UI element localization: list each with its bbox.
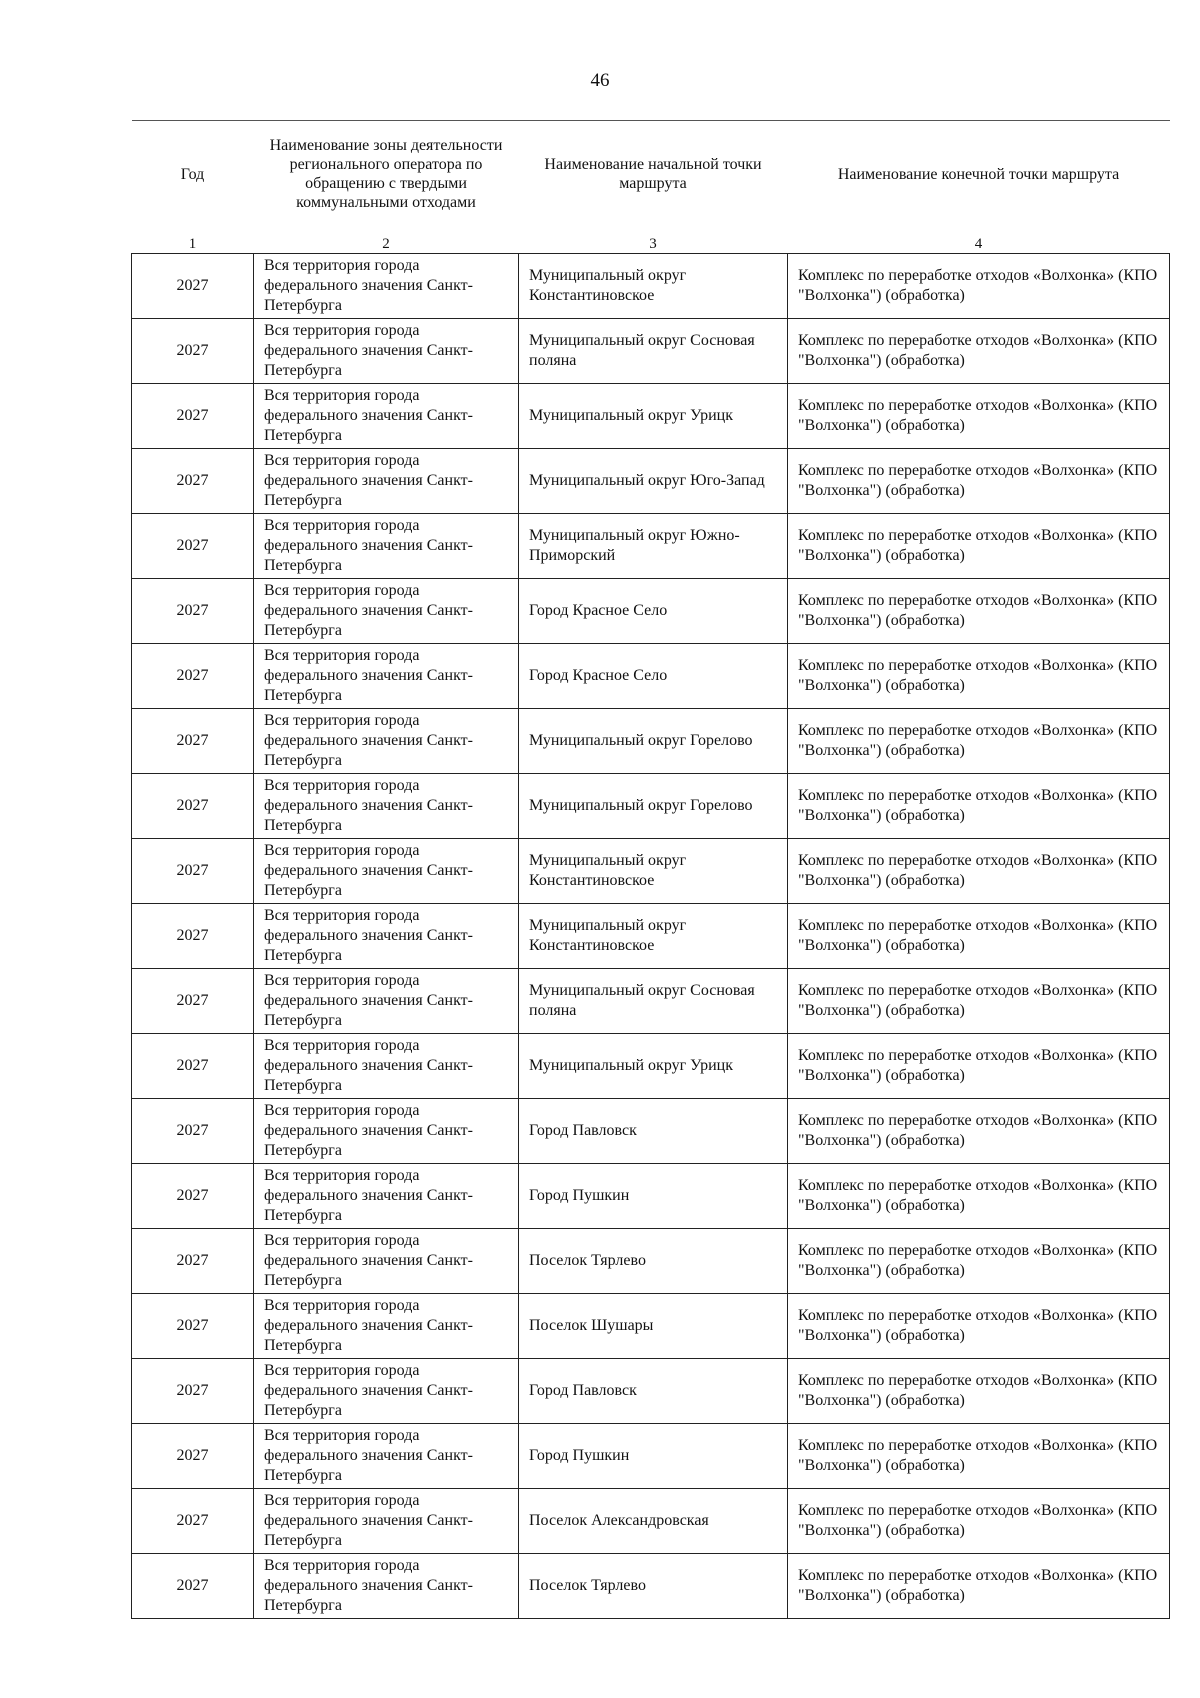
- year-cell: 2027: [132, 839, 254, 904]
- start-point-cell: Город Пушкин: [519, 1424, 788, 1489]
- start-point-cell: Город Павловск: [519, 1359, 788, 1424]
- table-body: [132, 254, 1170, 1619]
- zone-cell: Вся территория города федерального значения Санкт-Петербурга: [254, 384, 519, 449]
- start-point-cell: Город Пушкин: [519, 1164, 788, 1229]
- zone-cell: Вся территория города федерального значения Санкт-Петербурга: [254, 1034, 519, 1099]
- end-point-cell: Комплекс по переработке отходов «Волхонка» (КПО "Волхонка") (обработка): [788, 774, 1170, 839]
- start-point-cell: Город Красное Село: [519, 644, 788, 709]
- end-point-cell: Комплекс по переработке отходов «Волхонка» (КПО "Волхонка") (обработка): [788, 579, 1170, 644]
- year-cell: 2027: [132, 579, 254, 644]
- zone-cell: Вся территория города федерального значения Санкт-Петербурга: [254, 514, 519, 579]
- table-row: [132, 969, 1170, 1034]
- table-row: [132, 1359, 1170, 1424]
- header-end-point: Наименование конечной точки маршрута: [788, 121, 1170, 228]
- year-cell: 2027: [132, 709, 254, 774]
- zone-cell: Вся территория города федерального значения Санкт-Петербурга: [254, 1229, 519, 1294]
- end-point-cell: Комплекс по переработке отходов «Волхонка» (КПО "Волхонка") (обработка): [788, 1489, 1170, 1554]
- page-number: 46: [590, 70, 610, 91]
- end-point-cell: Комплекс по переработке отходов «Волхонка» (КПО "Волхонка") (обработка): [788, 1554, 1170, 1619]
- end-point-cell: Комплекс по переработке отходов «Волхонка» (КПО "Волхонка") (обработка): [788, 969, 1170, 1034]
- year-cell: 2027: [132, 1424, 254, 1489]
- zone-cell: Вся территория города федерального значения Санкт-Петербурга: [254, 1554, 519, 1619]
- start-point-cell: Муниципальный округ Горелово: [519, 709, 788, 774]
- table-row: [132, 1229, 1170, 1294]
- end-point-cell: Комплекс по переработке отходов «Волхонка» (КПО "Волхонка") (обработка): [788, 1424, 1170, 1489]
- header-start-point: Наименование начальной точки маршрута: [519, 121, 788, 228]
- column-number: 1: [188, 236, 197, 252]
- start-point-cell: Муниципальный округ Константиновское: [519, 839, 788, 904]
- end-point-cell: Комплекс по переработке отходов «Волхонка» (КПО "Волхонка") (обработка): [788, 839, 1170, 904]
- end-point-cell: Комплекс по переработке отходов «Волхонка» (КПО "Волхонка") (обработка): [788, 709, 1170, 774]
- end-point-cell: Комплекс по переработке отходов «Волхонка» (КПО "Волхонка") (обработка): [788, 384, 1170, 449]
- table-row: [132, 644, 1170, 709]
- table-row: [132, 1099, 1170, 1164]
- start-point-cell: Муниципальный округ Юго-Запад: [519, 449, 788, 514]
- zone-cell: Вся территория города федерального значения Санкт-Петербурга: [254, 449, 519, 514]
- start-point-cell: Поселок Шушары: [519, 1294, 788, 1359]
- end-point-cell: Комплекс по переработке отходов «Волхонка» (КПО "Волхонка") (обработка): [788, 644, 1170, 709]
- table-row: [132, 839, 1170, 904]
- end-point-cell: Комплекс по переработке отходов «Волхонка» (КПО "Волхонка") (обработка): [788, 1359, 1170, 1424]
- header-zone: Наименование зоны деятельности регионального оператора по обращению с твердыми коммунальными отходами: [254, 121, 519, 228]
- year-cell: 2027: [132, 319, 254, 384]
- zone-cell: Вся территория города федерального значения Санкт-Петербурга: [254, 1294, 519, 1359]
- table-row: [132, 319, 1170, 384]
- year-cell: 2027: [132, 449, 254, 514]
- table-row: [132, 254, 1170, 319]
- year-cell: 2027: [132, 254, 254, 319]
- year-cell: 2027: [132, 384, 254, 449]
- start-point-cell: Муниципальный округ Горелово: [519, 774, 788, 839]
- header-row: [132, 121, 1170, 228]
- year-cell: 2027: [132, 904, 254, 969]
- zone-cell: Вся территория города федерального значения Санкт-Петербурга: [254, 1489, 519, 1554]
- start-point-cell: Поселок Александровская: [519, 1489, 788, 1554]
- start-point-cell: Муниципальный округ Сосновая поляна: [519, 969, 788, 1034]
- zone-cell: Вся территория города федерального значения Санкт-Петербурга: [254, 969, 519, 1034]
- column-number-row: [132, 227, 1170, 254]
- table-row: [132, 1489, 1170, 1554]
- year-cell: 2027: [132, 1359, 254, 1424]
- table-row: [132, 384, 1170, 449]
- column-number: 4: [974, 236, 983, 252]
- end-point-cell: Комплекс по переработке отходов «Волхонка» (КПО "Волхонка") (обработка): [788, 1099, 1170, 1164]
- end-point-cell: Комплекс по переработке отходов «Волхонка» (КПО "Волхонка") (обработка): [788, 1294, 1170, 1359]
- table-row: [132, 709, 1170, 774]
- year-cell: 2027: [132, 1164, 254, 1229]
- end-point-cell: Комплекс по переработке отходов «Волхонка» (КПО "Волхонка") (обработка): [788, 1034, 1170, 1099]
- start-point-cell: Город Красное Село: [519, 579, 788, 644]
- year-cell: 2027: [132, 969, 254, 1034]
- end-point-cell: Комплекс по переработке отходов «Волхонка» (КПО "Волхонка") (обработка): [788, 1229, 1170, 1294]
- start-point-cell: Муниципальный округ Константиновское: [519, 254, 788, 319]
- zone-cell: Вся территория города федерального значения Санкт-Петербурга: [254, 904, 519, 969]
- zone-cell: Вся территория города федерального значения Санкт-Петербурга: [254, 709, 519, 774]
- zone-cell: Вся территория города федерального значения Санкт-Петербурга: [254, 1164, 519, 1229]
- table-row: [132, 1424, 1170, 1489]
- table-row: [132, 514, 1170, 579]
- year-cell: 2027: [132, 1554, 254, 1619]
- table-row: [132, 449, 1170, 514]
- year-cell: 2027: [132, 774, 254, 839]
- table-row: [132, 1034, 1170, 1099]
- year-cell: 2027: [132, 1034, 254, 1099]
- end-point-cell: Комплекс по переработке отходов «Волхонка» (КПО "Волхонка") (обработка): [788, 254, 1170, 319]
- column-number: 3: [649, 236, 657, 252]
- start-point-cell: Город Павловск: [519, 1099, 788, 1164]
- table-row: [132, 579, 1170, 644]
- end-point-cell: Комплекс по переработке отходов «Волхонка» (КПО "Волхонка") (обработка): [788, 514, 1170, 579]
- table-header: [132, 121, 1170, 254]
- end-point-cell: Комплекс по переработке отходов «Волхонка» (КПО "Волхонка") (обработка): [788, 449, 1170, 514]
- year-cell: 2027: [132, 1294, 254, 1359]
- table-row: [132, 1164, 1170, 1229]
- end-point-cell: Комплекс по переработке отходов «Волхонка» (КПО "Волхонка") (обработка): [788, 904, 1170, 969]
- year-cell: 2027: [132, 1229, 254, 1294]
- zone-cell: Вся территория города федерального значения Санкт-Петербурга: [254, 254, 519, 319]
- end-point-cell: Комплекс по переработке отходов «Волхонка» (КПО "Волхонка") (обработка): [788, 1164, 1170, 1229]
- zone-cell: Вся территория города федерального значения Санкт-Петербурга: [254, 1424, 519, 1489]
- routes-table: [131, 120, 1170, 1619]
- table-row: [132, 904, 1170, 969]
- zone-cell: Вся территория города федерального значения Санкт-Петербурга: [254, 644, 519, 709]
- column-number: 2: [382, 236, 390, 252]
- start-point-cell: Муниципальный округ Сосновая поляна: [519, 319, 788, 384]
- year-cell: 2027: [132, 514, 254, 579]
- zone-cell: Вся территория города федерального значения Санкт-Петербурга: [254, 774, 519, 839]
- year-cell: 2027: [132, 1099, 254, 1164]
- zone-cell: Вся территория города федерального значения Санкт-Петербурга: [254, 839, 519, 904]
- zone-cell: Вся территория города федерального значения Санкт-Петербурга: [254, 1359, 519, 1424]
- start-point-cell: Поселок Тярлево: [519, 1554, 788, 1619]
- table-row: [132, 1554, 1170, 1619]
- start-point-cell: Поселок Тярлево: [519, 1229, 788, 1294]
- start-point-cell: Муниципальный округ Южно-Приморский: [519, 514, 788, 579]
- table-row: [132, 1294, 1170, 1359]
- year-cell: 2027: [132, 1489, 254, 1554]
- table-row: [132, 774, 1170, 839]
- start-point-cell: Муниципальный округ Константиновское: [519, 904, 788, 969]
- start-point-cell: Муниципальный округ Урицк: [519, 1034, 788, 1099]
- end-point-cell: Комплекс по переработке отходов «Волхонка» (КПО "Волхонка") (обработка): [788, 319, 1170, 384]
- zone-cell: Вся территория города федерального значения Санкт-Петербурга: [254, 1099, 519, 1164]
- zone-cell: Вся территория города федерального значения Санкт-Петербурга: [254, 319, 519, 384]
- start-point-cell: Муниципальный округ Урицк: [519, 384, 788, 449]
- header-year: Год: [132, 121, 254, 228]
- zone-cell: Вся территория города федерального значения Санкт-Петербурга: [254, 579, 519, 644]
- year-cell: 2027: [132, 644, 254, 709]
